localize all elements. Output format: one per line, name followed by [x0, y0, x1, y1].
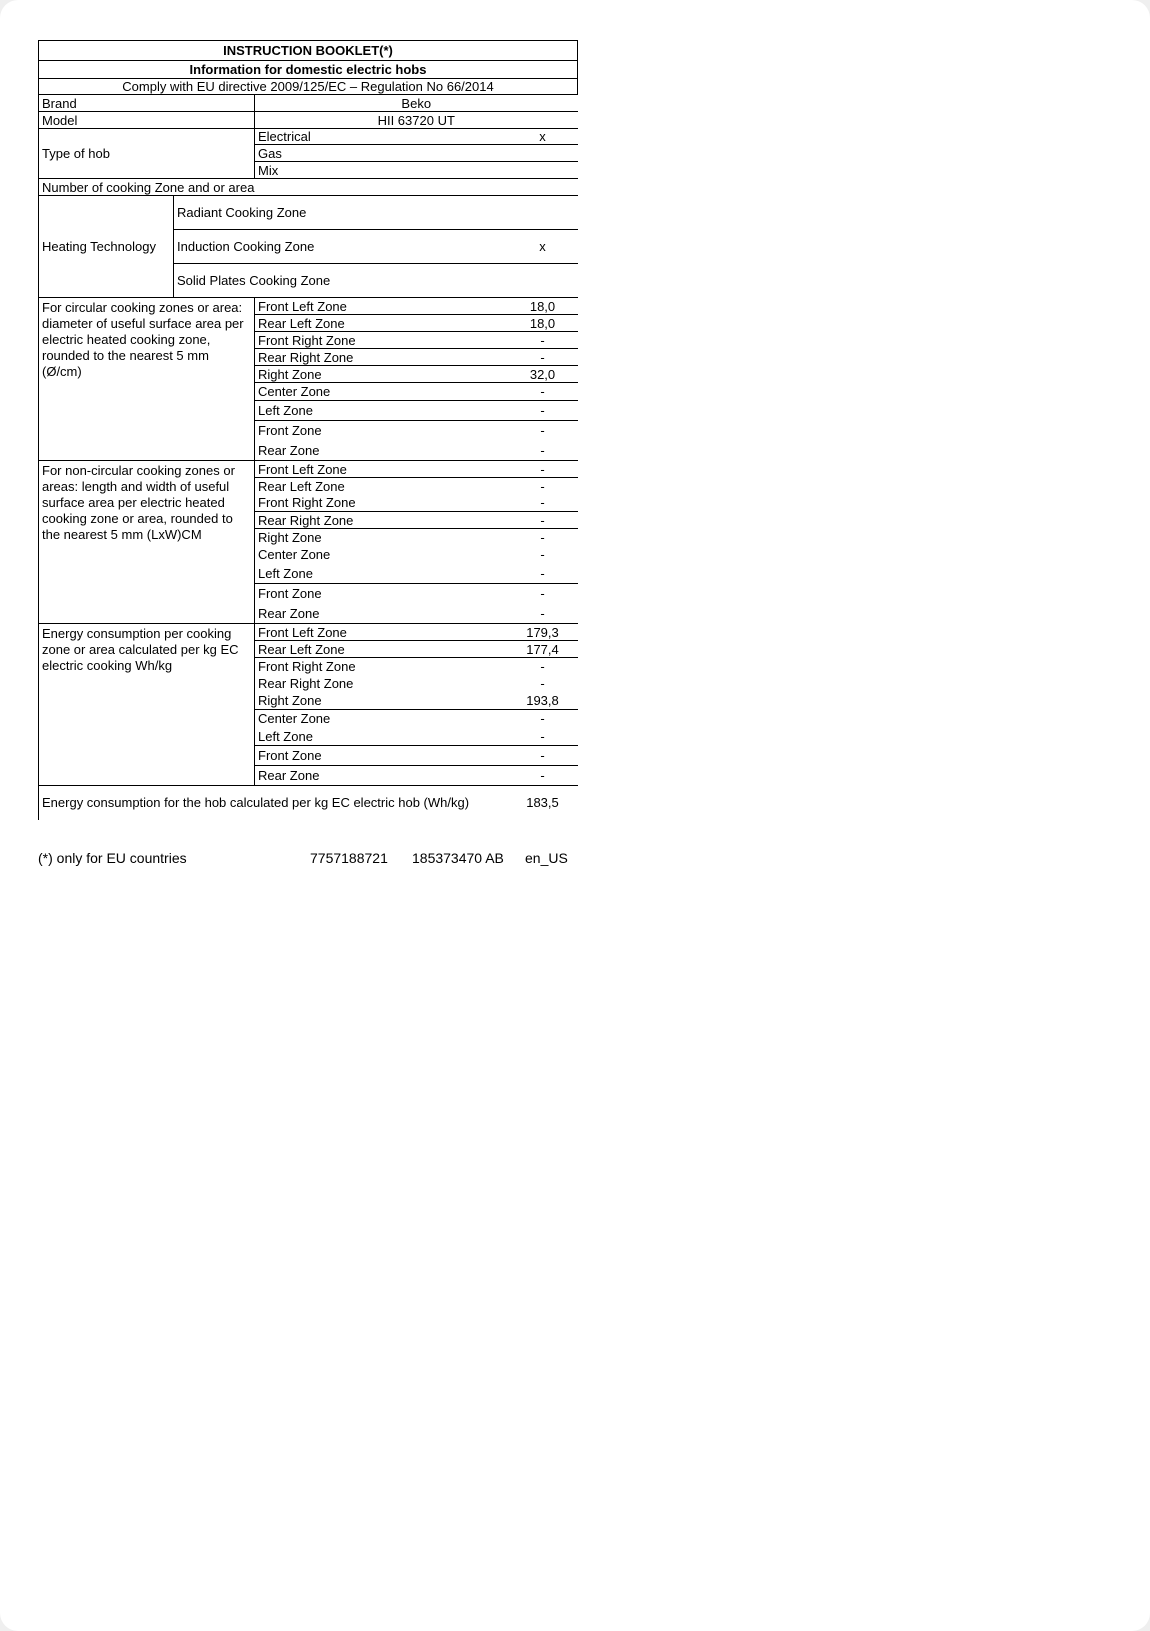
noncircular-zones-label: For non-circular cooking zones or areas: length and width of useful surface area per electric heated cooking zone or area, rounded to the nearest 5 mm (LxW)CM	[39, 461, 255, 624]
circular-zones-label: For circular cooking zones or area: diameter of useful surface area per electric heated cooking zone, rounded to the nearest 5 mm (Ø/cm)	[39, 298, 255, 461]
heating-mark	[508, 264, 578, 298]
energy-zones-label: Energy consumption per cooking zone or area calculated per kg EC electric cooking Wh/kg	[39, 624, 255, 786]
zone-value: 18,0	[508, 298, 578, 315]
model-value: HII 63720 UT	[255, 112, 578, 129]
heating-label: Heating Technology	[39, 196, 174, 298]
model-row	[39, 112, 578, 129]
zone-value: -	[540, 658, 545, 674]
hob-type-label: Type of hob	[39, 129, 255, 179]
heating-mark	[508, 196, 578, 230]
brand-label: Brand	[39, 95, 255, 112]
zone-name: Rear Zone	[255, 441, 508, 461]
heating-mark: x	[508, 230, 578, 264]
zone-name: Rear Left Zone	[255, 641, 508, 658]
zone-value: 193,8	[508, 692, 578, 710]
zone-name: Center Zone	[255, 383, 508, 401]
zone-value: 18,0	[508, 315, 578, 332]
zone-value: -	[508, 564, 578, 584]
hob-type-mark	[508, 162, 578, 179]
zone-value: -	[508, 495, 578, 512]
zone-name: Rear Zone	[255, 604, 508, 624]
zone-name: Left Zone	[255, 401, 508, 421]
booklet-title: INSTRUCTION BOOKLET(*)	[39, 41, 578, 61]
zone-name: Front Zone	[255, 584, 508, 604]
zone-value: -	[540, 423, 545, 439]
zone-value: -	[540, 529, 545, 545]
zone-value: -	[540, 586, 545, 602]
zone-value: -	[540, 768, 545, 783]
energy-total-row	[39, 786, 578, 820]
zone-count-label: Number of cooking Zone and or area	[39, 179, 578, 196]
zone-value: -	[508, 728, 578, 746]
zone-name: Right Zone	[255, 366, 508, 383]
zone-name: Rear Right Zone	[255, 512, 508, 529]
footer-code: 7757188721	[310, 850, 388, 866]
footer-code: 185373470 AB	[412, 850, 504, 866]
zone-name: Front Right Zone	[255, 495, 508, 512]
zone-value: -	[540, 675, 545, 691]
zone-value: 32,0	[508, 366, 578, 383]
zone-row	[39, 298, 578, 315]
heating-option: Induction Cooking Zone	[174, 230, 508, 264]
zone-name: Front Zone	[255, 746, 508, 766]
zone-name: Front Zone	[255, 421, 508, 441]
zone-row	[39, 461, 578, 478]
heating-option: Solid Plates Cooking Zone	[174, 264, 508, 298]
energy-total-value: 183,5	[508, 786, 578, 820]
zone-name: Center Zone	[255, 546, 508, 564]
zone-name: Rear Zone	[255, 766, 508, 786]
zone-value: -	[508, 401, 578, 421]
zone-name: Front Left Zone	[255, 624, 508, 641]
directive-text: Comply with EU directive 2009/125/EC – Regulation No 66/2014	[39, 79, 578, 95]
zone-value: -	[540, 478, 545, 494]
directive-row	[39, 79, 578, 95]
zone-row	[39, 624, 578, 641]
energy-total-label: Energy consumption for the hob calculated per kg EC electric hob (Wh/kg)	[39, 786, 508, 820]
zone-name: Right Zone	[255, 529, 508, 546]
zone-value: -	[508, 349, 578, 366]
hob-type-mark	[508, 145, 578, 162]
zone-name: Rear Right Zone	[255, 675, 508, 692]
zone-value: 179,3	[508, 624, 578, 641]
zone-name: Front Left Zone	[255, 461, 508, 478]
zone-value: -	[540, 547, 545, 562]
zone-name: Front Right Zone	[255, 332, 508, 349]
zone-count-row	[39, 179, 578, 196]
zone-name: Front Right Zone	[255, 658, 508, 675]
title-row	[39, 41, 578, 61]
hob-type-row	[39, 129, 578, 145]
heating-option: Radiant Cooking Zone	[174, 196, 508, 230]
brand-row	[39, 95, 578, 112]
hob-type-option: Electrical	[255, 129, 508, 145]
brand-value: Beko	[255, 95, 578, 112]
hob-type-option: Gas	[255, 145, 508, 162]
booklet-subtitle: Information for domestic electric hobs	[39, 61, 578, 79]
zone-name: Front Left Zone	[255, 298, 508, 315]
footer-note: (*) only for EU countries	[38, 850, 187, 866]
zone-value: -	[508, 512, 578, 529]
zone-name: Left Zone	[255, 564, 508, 584]
zone-value: -	[540, 711, 545, 727]
zone-value: -	[540, 605, 545, 621]
model-label: Model	[39, 112, 255, 129]
zone-name: Center Zone	[255, 710, 508, 728]
heating-row	[39, 196, 578, 230]
footer-locale: en_US	[525, 850, 568, 866]
hob-type-option: Mix	[255, 162, 508, 179]
zone-value: -	[508, 461, 578, 478]
zone-value: -	[508, 383, 578, 401]
zone-value: -	[508, 746, 578, 766]
zone-name: Rear Left Zone	[255, 478, 508, 495]
hob-type-mark: x	[508, 129, 578, 145]
zone-name: Rear Left Zone	[255, 315, 508, 332]
zone-sections	[39, 298, 578, 786]
zone-value: -	[508, 332, 578, 349]
zone-name: Rear Right Zone	[255, 349, 508, 366]
zone-value: -	[540, 442, 545, 458]
subtitle-row	[39, 61, 578, 79]
zone-name: Right Zone	[255, 692, 508, 710]
zone-value: 177,4	[508, 641, 578, 658]
zone-name: Left Zone	[255, 728, 508, 746]
hob-info-table	[38, 40, 578, 820]
instruction-booklet	[38, 40, 577, 820]
